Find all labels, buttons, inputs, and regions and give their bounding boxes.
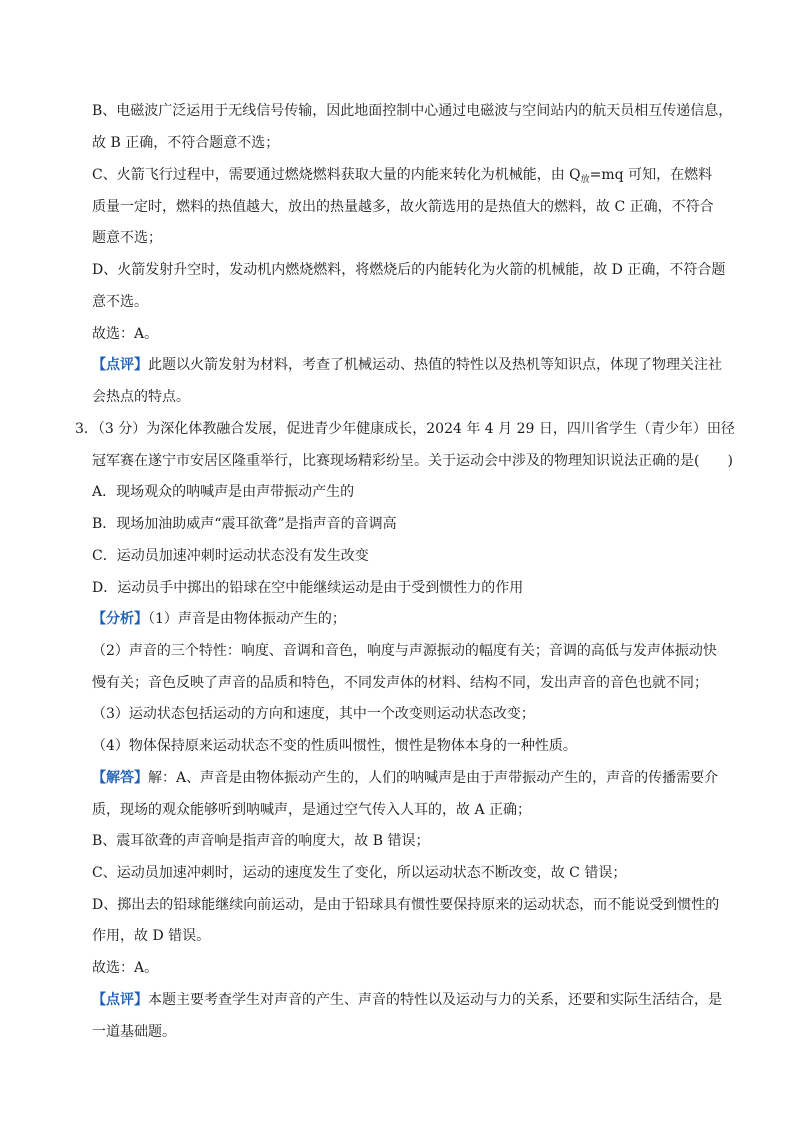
- analysis-text-1: （1）声音是由物体振动产生的；: [148, 611, 346, 627]
- question-3-option-a: A．现场观众的呐喊声是由声带振动产生的: [92, 484, 355, 500]
- question-3-stem-line-1: 3．（3 分）为深化体教融合发展，促进青少年健康成长，2024 年 4 月 29 日，四川省学生（青少年）田径: [75, 421, 735, 437]
- prev-comment-line-1: [92, 355, 742, 375]
- prev-option-c-line-2: 质量一定时，燃料的热值越大，放出的热量越多，故火箭选用的是热值大的燃料，故 C 正确，不符合: [92, 199, 714, 215]
- comment-tag: 【点评】: [92, 357, 148, 373]
- answer-tag: 【解答】: [92, 770, 148, 786]
- analysis-line-3: 慢有关；音色反映了声音的品质和特色，不同发声体的材料、结构不同，发出声音的音色也就不同；: [92, 675, 708, 691]
- question-3-comment-text: 本题主要考查学生对声音的产生、声音的特性以及运动与力的关系，还要和实际生活结合，是: [148, 992, 722, 1008]
- answer-text-1: 解：A、声音是由物体振动产生的，人们的呐喊声是由于声带振动产生的，声音的传播需要介: [148, 770, 719, 786]
- answer-line-1: [92, 768, 742, 788]
- analysis-line-4: （3）运动状态包括运动的方向和速度，其中一个改变则运动状态改变；: [92, 706, 535, 722]
- prev-comment-text: 此题以火箭发射为材料，考查了机械运动、热值的特性以及热机等知识点，体现了物理关注社: [148, 357, 722, 373]
- prev-option-c-line-3: 题意不选；: [92, 230, 162, 246]
- answer-option-c: C、运动员加速冲刺时，运动的速度发生了变化，所以运动状态不断改变，故 C 错误；: [92, 865, 627, 881]
- prev-option-c-text-b: =mq 可知，在燃料: [589, 167, 713, 183]
- analysis-line-1: [92, 609, 742, 629]
- question-3-comment-line-1: [92, 990, 742, 1010]
- analysis-line-2: （2）声音的三个特性：响度、音调和音色，响度与声源振动的幅度有关；音调的高低与发声体振动快: [92, 643, 717, 659]
- analysis-tag: 【分析】: [92, 611, 148, 627]
- question-3-comment-line-2: 一道基础题。: [92, 1024, 176, 1040]
- prev-option-d-line-1: D、火箭发射升空时，发动机内燃烧燃料，将燃烧后的内能转化为火箭的机械能，故 D 正确，不符合题: [92, 262, 726, 278]
- question-3-stem-line-2: 冠军赛在遂宁市安居区隆重举行，比赛现场精彩纷呈。关于运动会中涉及的物理知识说法正确的是( ): [92, 453, 733, 469]
- prev-option-c-line-1: [92, 165, 742, 187]
- prev-option-b-line-2: 故 B 正确，不符合题意不选；: [92, 135, 280, 151]
- question-3-option-d: D．运动员手中掷出的铅球在空中能继续运动是由于受到惯性力的作用: [92, 580, 524, 596]
- answer-option-d-line-2: 作用，故 D 错误。: [92, 928, 211, 944]
- comment-tag-2: 【点评】: [92, 992, 148, 1008]
- prev-choice: 故选：A。: [92, 326, 159, 342]
- answer-option-d-line-1: D、掷出去的铅球能继续向前运动，是由于铅球具有惯性要保持原来的运动状态，而不能说受到惯性的: [92, 897, 720, 913]
- answer-line-2: 质，现场的观众能够听到呐喊声，是通过空气传入人耳的，故 A 正确；: [92, 802, 532, 818]
- question-3-choice: 故选：A。: [92, 960, 159, 976]
- heat-released-subscript: 放: [580, 175, 590, 185]
- answer-option-b: B、震耳欲聋的声音响是指声音的响度大，故 B 错误；: [92, 833, 430, 849]
- prev-option-d-line-2: 意不选。: [92, 294, 148, 310]
- prev-comment-line-2: 会热点的特点。: [92, 389, 190, 405]
- analysis-line-5: （4）物体保持原来运动状态不变的性质叫惯性，惯性是物体本身的一种性质。: [92, 738, 577, 754]
- question-3-option-b: B．现场加油助威声“震耳欲聋”是指声音的音调高: [92, 516, 397, 532]
- prev-option-b-line-1: B、电磁波广泛运用于无线信号传输，因此地面控制中心通过电磁波与空间站内的航天员相互传递信息，: [92, 103, 733, 119]
- question-3-option-c: C．运动员加速冲刺时运动状态没有发生改变: [92, 548, 369, 564]
- prev-option-c-text-a: C、火箭飞行过程中，需要通过燃烧燃料获取大量的内能来转化为机械能，由 Q: [92, 167, 581, 183]
